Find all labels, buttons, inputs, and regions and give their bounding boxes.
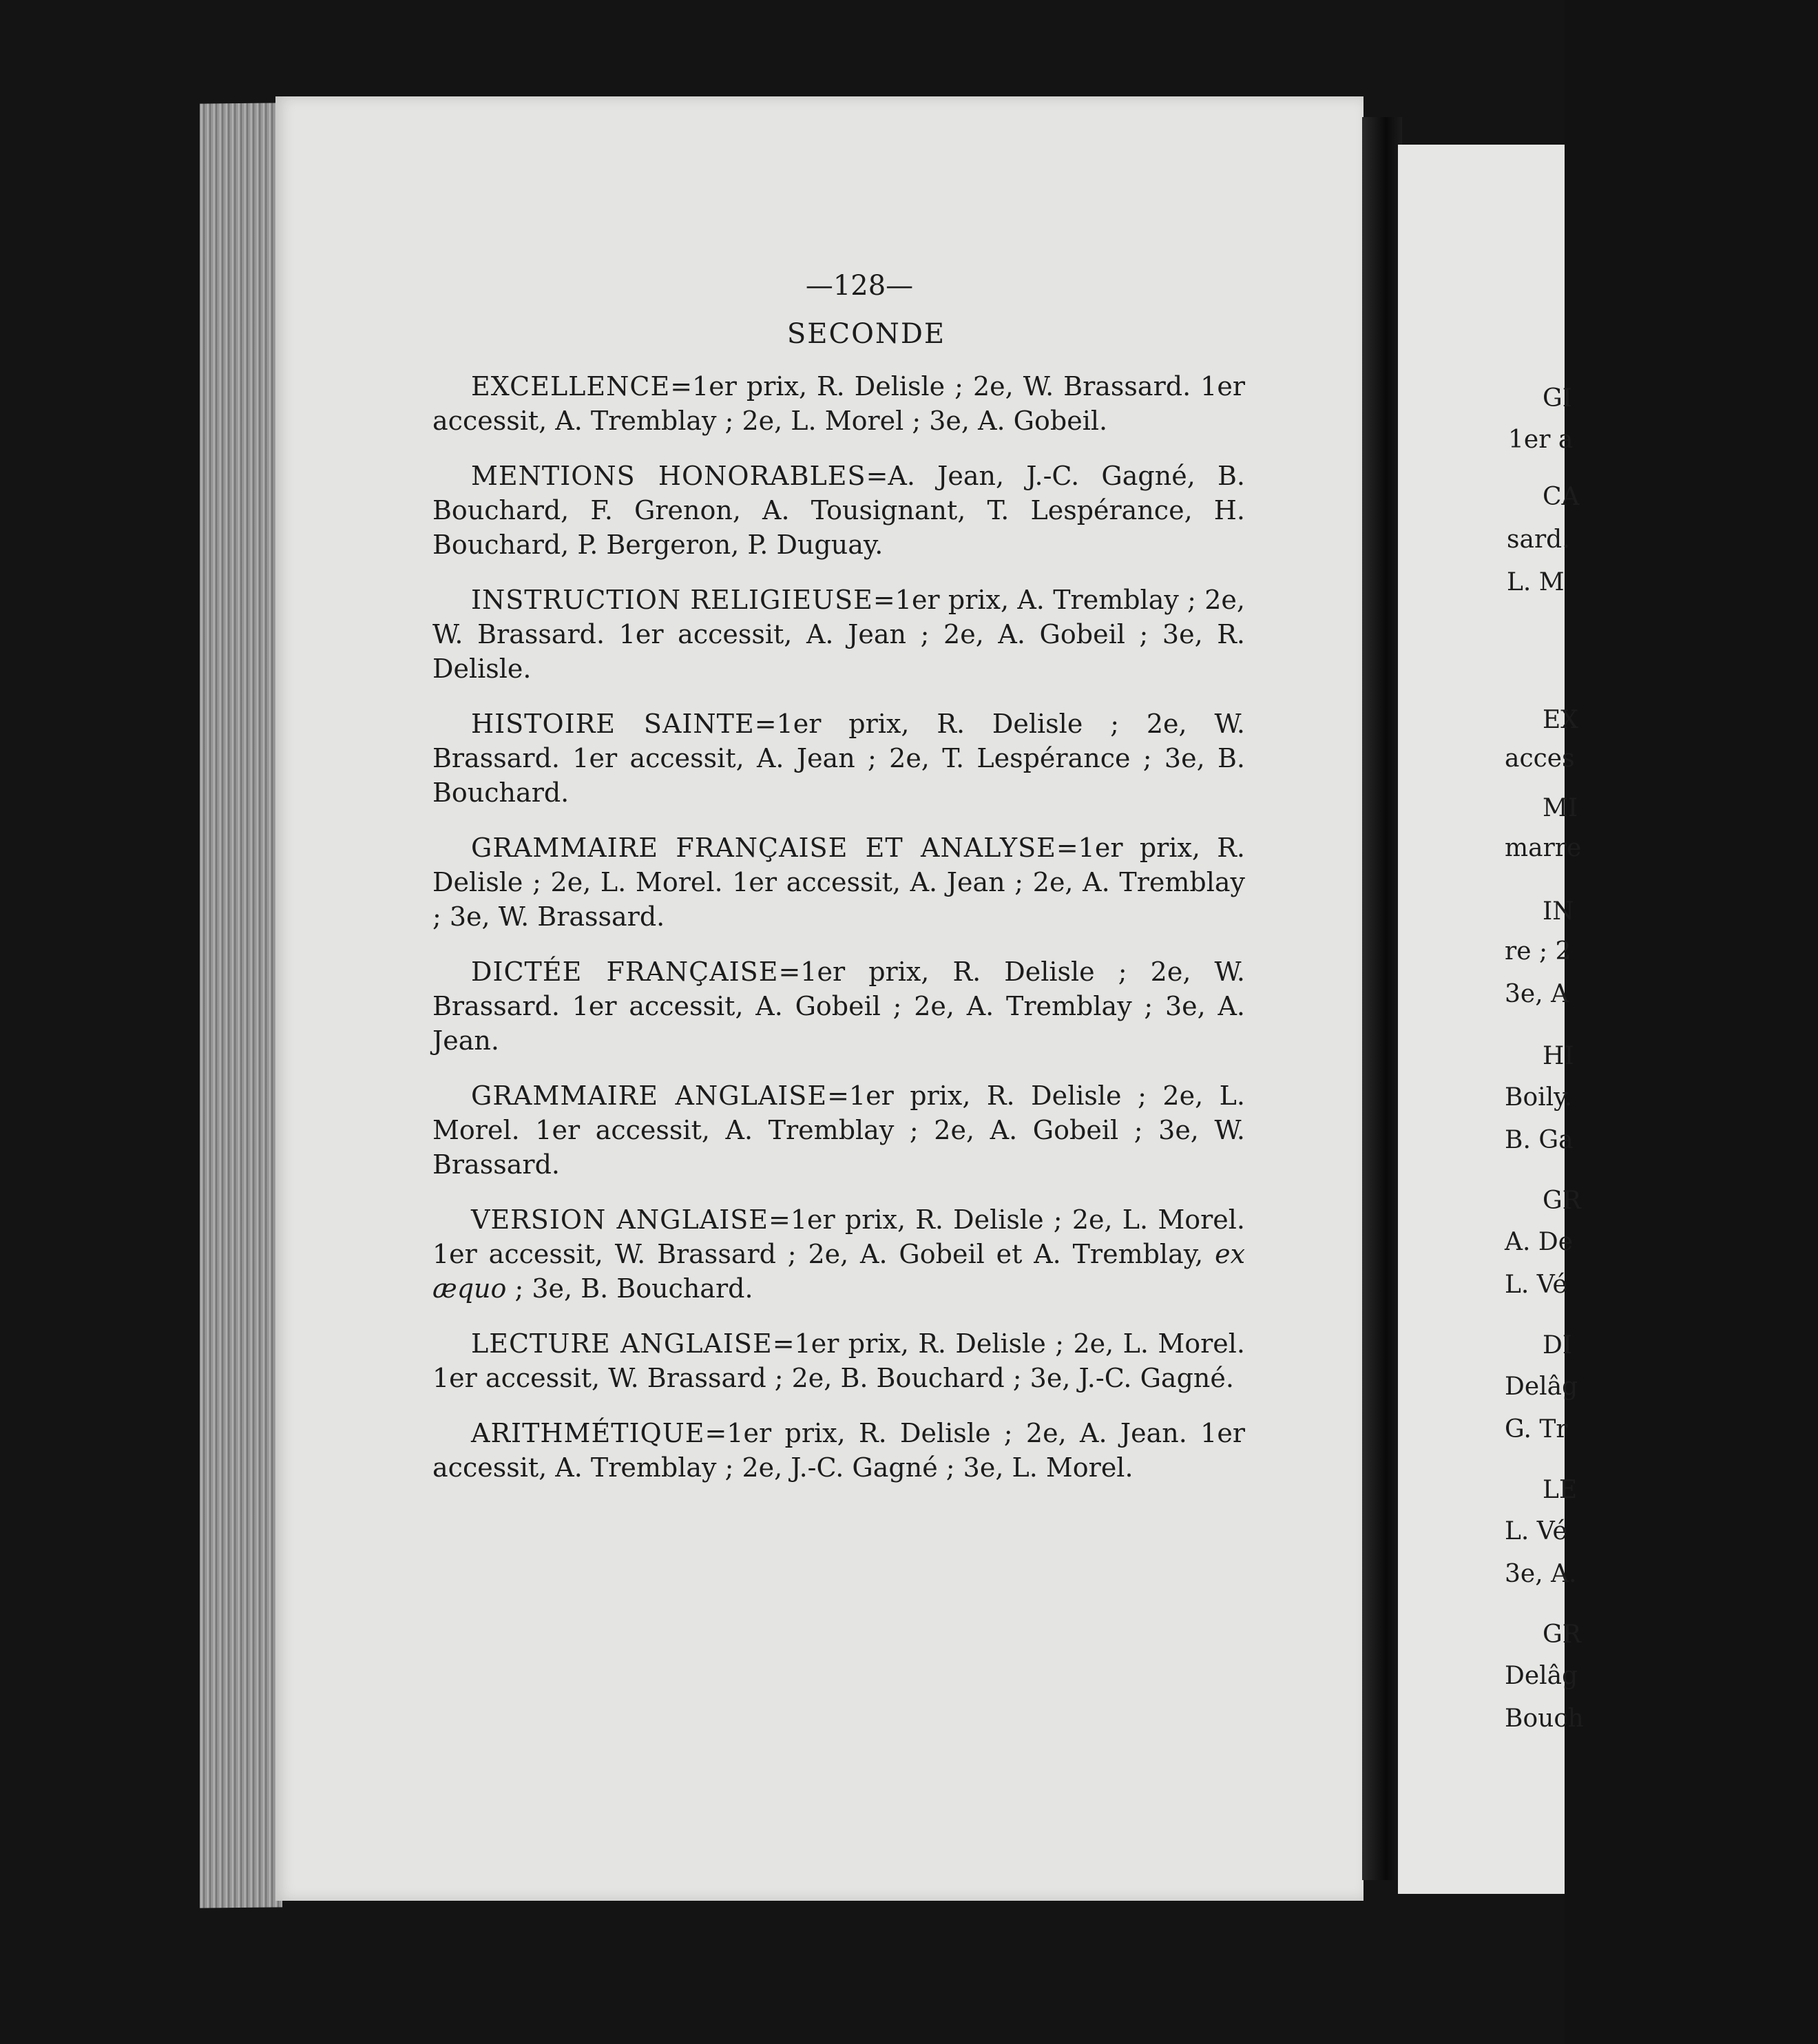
right-line: G. Tr [1505,1415,1568,1443]
entry-text: =A. Jean, J.-C. Gagné, B. Bouchard, F. Grenon, A. Tousignant, T. Lespérance, H. Bouchard, P. Bergeron, P. Duguay. [432,461,1245,560]
entry-heading: ARITHMÉTIQUE [471,1418,705,1448]
section-title: SECONDE [786,318,946,350]
entry-text: =1er prix, R. Delisle ; 2e, L. Morel. 1er accessit, W. Brassard ; 2e, B. Bouchard ; 3e, J.-C. Gagné. [432,1328,1245,1393]
entry-text: =1er prix, R. Delisle ; 2e, L. Morel. 1er accessit, A. Tremblay ; 2e, A. Gobeil ; 3e, W. Brassard. [432,1081,1245,1180]
page-number: —128— [805,270,914,302]
right-line: L. Vé [1505,1271,1567,1299]
entry-text: =1er prix, R. Delisle ; 2e, W. Brassard. 1er accessit, A. Jean ; 2e, T. Lespérance ; 3e, B. Bouchard. [432,709,1245,808]
entry-text: =1er prix, R. Delisle ; 2e, L. Morel. 1er accessit, A. Jean ; 2e, A. Tremblay ; 3e, W. Brassard. [432,833,1245,932]
right-line: IN [1543,897,1574,926]
entry-heading: GRAMMAIRE FRANÇAISE ET ANALYSE [471,833,1056,863]
right-line: Delâg [1505,1662,1578,1690]
page-text [432,269,1245,1505]
right-line: re ; 2 [1505,937,1571,966]
entry-text: =1er prix, R. Delisle ; 2e, W. Brassard. 1er accessit, A. Tremblay ; 2e, L. Morel ; 3e, A. Gobeil. [432,371,1245,436]
right-line: HI [1543,1042,1574,1070]
right-line: acces [1505,744,1575,773]
entry-heading: GRAMMAIRE ANGLAISE [471,1081,828,1111]
entry-heading: INSTRUCTION RELIGIEUSE [471,585,873,615]
prize-entry [432,369,1245,438]
entry-heading: DICTÉE FRANÇAISE [471,957,779,987]
book-page-edges [200,103,282,1908]
right-line: 3e, A. [1505,1560,1577,1588]
entry-heading: EXCELLENCE [471,371,671,402]
right-line: 3e, A [1505,980,1569,1008]
entry-heading: MENTIONS HONORABLES [471,461,866,491]
prize-entry [432,583,1245,686]
entry-italic: ex æquo [432,1239,1245,1304]
right-line: GI [1543,384,1572,413]
right-line: L. M [1507,568,1565,596]
right-line: MI [1543,794,1578,822]
entry-heading: VERSION ANGLAISE [471,1204,769,1235]
right-line: B. Ga [1505,1126,1574,1154]
book-spine [1362,117,1402,1880]
right-line: 1er a [1508,426,1574,454]
right-line: Boily. [1505,1083,1573,1112]
prize-entry [432,1326,1245,1395]
right-page [1398,145,1584,1894]
prize-entry [432,459,1245,562]
right-line: sard. [1507,525,1570,554]
right-line: CA [1543,483,1580,511]
right-line: L. Vé [1505,1517,1567,1545]
right-line: marre [1505,834,1582,862]
prize-entry [432,955,1245,1058]
entry-text: =1er prix, A. Tremblay ; 2e, W. Brassard. 1er accessit, A. Jean ; 2e, A. Gobeil ; 3e, R. Delisle. [432,585,1246,684]
prize-entry [432,1416,1245,1485]
right-line: LE [1543,1476,1578,1504]
right-line: GR [1543,1187,1581,1215]
entry-text: =1er prix, R. Delisle ; 2e, W. Brassard. 1er accessit, A. Gobeil ; 2e, A. Tremblay ; 3e, A. Jean. [432,957,1245,1056]
entry-heading: HISTOIRE SAINTE [471,709,755,739]
right-line: DI [1543,1331,1573,1359]
right-line: Bouch [1505,1704,1584,1733]
right-line: A. De [1505,1228,1574,1256]
right-line: GR [1543,1620,1581,1649]
right-line: Delâg [1505,1373,1578,1401]
prize-entry [432,1202,1245,1306]
prize-entry [432,1078,1245,1182]
entry-text: =1er prix, R. Delisle ; 2e, L. Morel. 1er accessit, W. Brassard ; 2e, A. Gobeil et A. Tremblay, [432,1204,1246,1269]
right-line: EX [1543,706,1578,734]
prize-entry [432,707,1245,810]
entry-heading: LECTURE ANGLAISE [471,1328,773,1359]
prize-entry [432,831,1245,934]
entry-text: =1er prix, R. Delisle ; 2e, A. Jean. 1er accessit, A. Tremblay ; 2e, J.-C. Gagné ; 3e, L. Morel. [432,1418,1245,1483]
entry-text-after: ; 3e, B. Bouchard. [506,1273,753,1304]
